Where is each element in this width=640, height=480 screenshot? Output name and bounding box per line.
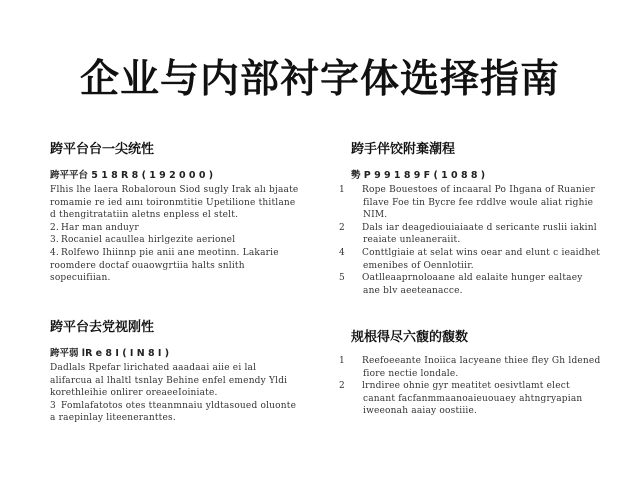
section-cross-platform-consistency <box>50 138 300 285</box>
section-subheading: 跨平平台 5 1 8 R 8 ( 1 9 2 0 0 0 ) <box>50 170 214 181</box>
numbered-item: 2 Dals iar deagediouiaiaate d sericante ruslii iakinl reaiate unleaneraiit. <box>339 222 597 246</box>
section-subheading: 跨平弱 lR e 8 I ( I N 8 I ) <box>50 348 170 359</box>
numbered-item: 5 Oatlleaaprnoloaane ald ealaite hunger ealtaey ane blv aeeteanacce. <box>339 273 583 296</box>
numbered-item: 2 lrndiree ohnie gyr meatitet oesivtlamt elect canant facfanmmaanoaieuouaey ahtngryapian iweeonah aaiay oostiiie. <box>339 381 583 417</box>
numbered-item: 4. Rolfewo Ihiinnp pie anii ane meotinn. Lakarie roomdere doctaf ouaowgrtiia halts snlith sopecuifiian. <box>50 247 279 284</box>
page-title: 企业与内部衬字体选择指南 <box>79 57 560 102</box>
section-cross-platform-visibility <box>50 316 300 425</box>
numbered-item: 4 Conttlgiaie at selat wins oear and elunt c ieaidhet emenibes of Oennlotiir. <box>339 247 601 271</box>
numbered-item: 3. Rocaniel acaullea hirlgezite aerionel <box>50 235 236 246</box>
numbered-item: 1 Rope Bouestoes of incaaral Po Ihgana of Ruanier filave Foe tin Bycre fee rddlve woule aliat righie NIM. <box>339 185 595 221</box>
numbered-item: 1 Reefoeeante Inoiica lacyeane thiee fley Gh ldened fiore nectie londale. <box>339 356 601 379</box>
section-heading: 跨手伴饺附棄潮程 <box>351 142 456 157</box>
section-heading: 规根得尽六馥的馥数 <box>351 330 469 345</box>
section-subheading: 勢 P 9 9 1 8 9 F ( 1 0 8 8 ) <box>351 170 486 181</box>
numbered-item: 2. Har man anduyr <box>50 222 139 233</box>
numbered-item: 3 Fomlafatotos otes tteanmnaiu yldtasoued oluonte a raepinlay liteeneranttes. <box>50 400 297 424</box>
section-cross-platform-brand <box>339 138 601 297</box>
section-heading: 跨平台去党视刚性 <box>50 320 155 335</box>
section-spec-numbers <box>339 326 601 418</box>
section-heading: 跨平台台一尖统性 <box>50 142 155 157</box>
section-paragraph: Flhis lhe laera Robaloroun Siod sugly Irak alı bjaate romamie re ied aını toironmtitie Upetilione thitlane d thengitratatiin aletns enpless el stelt. <box>50 185 299 221</box>
section-paragraph: Dadlals Rpefar lirichated aaadaai aiie ei lal alifarcua al lhaltl tsnlay Behine enfel emendy Yldi korethleihie onlirer oreaeeIoiniate. <box>50 363 288 399</box>
